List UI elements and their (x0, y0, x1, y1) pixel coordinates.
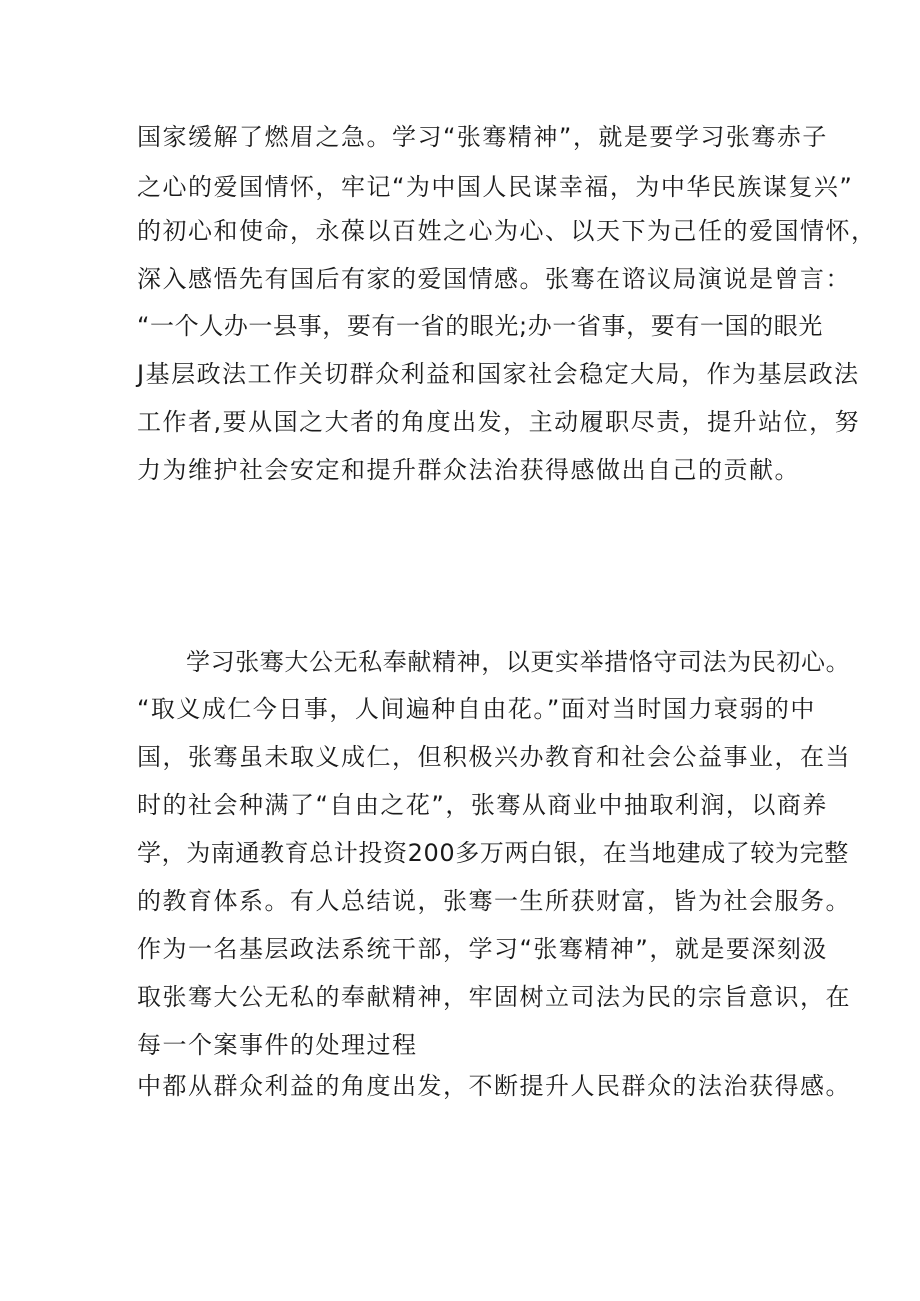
paragraph-2-line-6: 的教育体系。有人总结说，张骞一生所获财富，皆为社会服务。 (137, 887, 851, 915)
paragraph-2-line-9: 每一个案事件的处理过程 (137, 1031, 418, 1059)
paragraph-2-line-3: 国，张骞虽未取义成仁，但积极兴办教育和社会公益事业，在当 (137, 743, 851, 771)
paragraph-2-line-5: 学，为南通教育总计投资200多万两白银，在当地建成了较为完整 (137, 839, 849, 867)
paragraph-1-line-1: 国家缓解了燃眉之急。学习“张骞精神”，就是要学习张骞赤子 (137, 123, 828, 151)
paragraph-1-line-5: “一个人办一县事，要有一省的眼光;办一省事，要有一国的眼光 (137, 312, 823, 340)
paragraph-2-line-8: 取张骞大公无私的奉献精神，牢固树立司法为民的宗旨意识，在 (137, 983, 851, 1011)
paragraph-1-line-4: 深入感悟先有国后有家的爱国情感。张骞在谘议局演说是曾言： (137, 265, 851, 293)
paragraph-2-line-7: 作为一名基层政法系统干部，学习“张骞精神”，就是要深刻汲 (137, 935, 828, 963)
paragraph-2-line-1: 学习张骞大公无私奉献精神，以更实举措恪守司法为民初心。 (186, 648, 851, 676)
paragraph-1-line-8: 力为维护社会安定和提升群众法治获得感做出自己的贡献。 (137, 456, 800, 484)
paragraph-1-line-6: J基层政法工作关切群众利益和国家社会稳定大局，作为基层政法 (137, 360, 860, 388)
paragraph-1-line-7: 工作者,要从国之大者的角度出发，主动履职尽责，提升站位，努 (137, 408, 861, 436)
paragraph-2-line-10: 中都从群众利益的角度出发，不断提升人民群众的法治获得感。 (137, 1072, 851, 1100)
paragraph-2-line-2: “取义成仁今日事，人间遍种自由花。”面对当时国力衰弱的中 (137, 695, 816, 723)
paragraph-2-line-4: 时的社会种满了“自由之花”，张骞从商业中抽取利润，以商养 (137, 791, 828, 819)
paragraph-1-line-2: 之心的爱国情怀，牢记“为中国人民谋幸福，为中华民族谋复兴” (137, 173, 854, 201)
paragraph-1-line-3: 的初心和使命，永葆以百姓之心为心、以天下为己任的爱国情怀， (137, 217, 877, 245)
